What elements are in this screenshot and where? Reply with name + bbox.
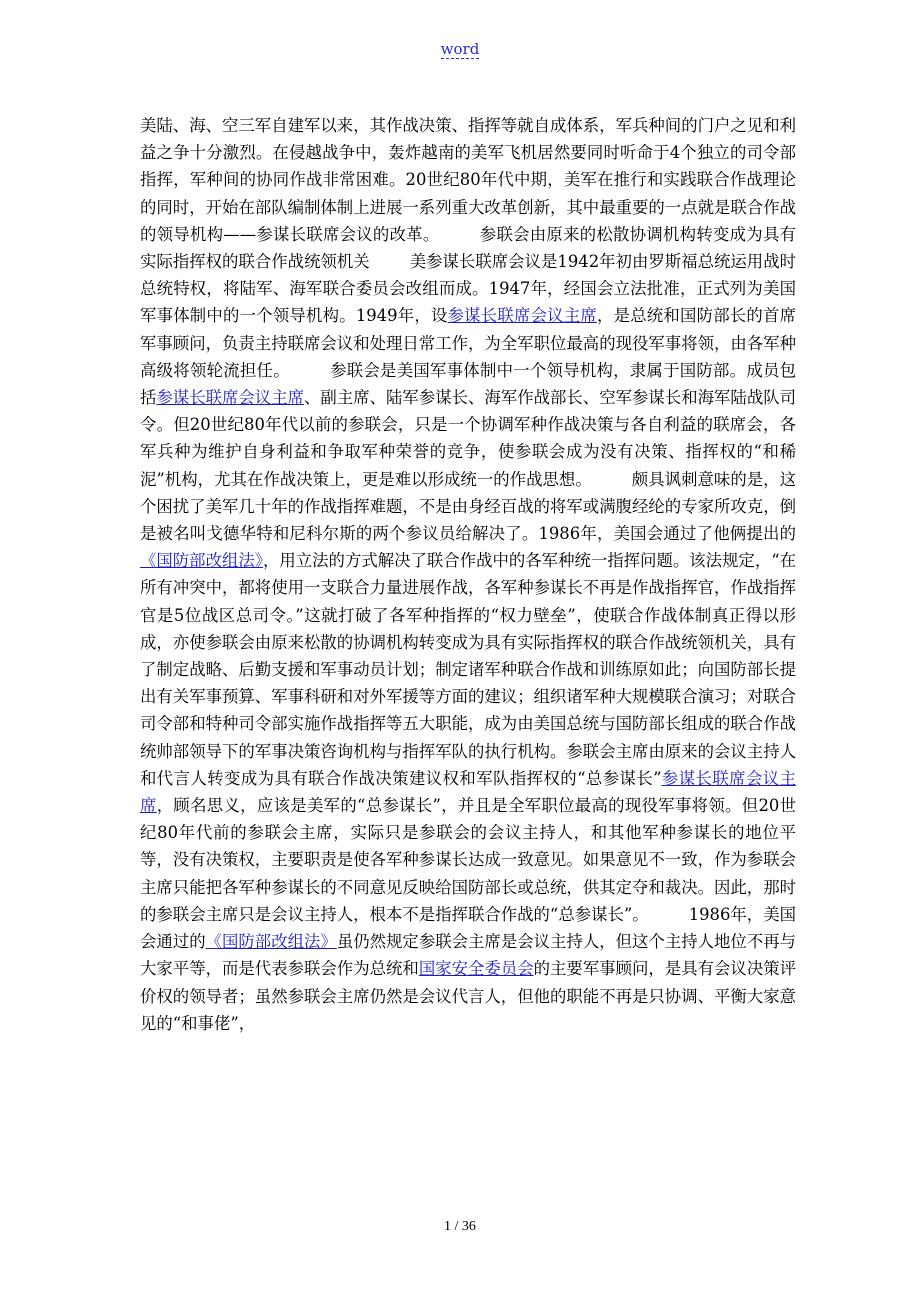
hyperlink[interactable]: 《国防部改组法》 <box>140 551 263 571</box>
hyperlink[interactable]: 《国防部改组法》 <box>205 932 337 952</box>
body-text: ，用立法的方式解决了联合作战中的各军种统一指挥问题。该法规定，“在所有冲突中，都将使用一支联合力量进展作战，各军种参谋长不再是作战指挥官，作战指挥官是5位战区总司令。”这就打破了各军种指挥的“权力壁垒”，使联合作战体制真正得以形成，亦使参联会由原来松散的协调机构转变成为具有实际指挥权的联合作战统领机关，具有了制定战略、后勤支援和军事动员计划；制定诸军种联合作战和训练原如此；向国防部长提出有关军事预算、军事科研和对外军援等方面的建议；组织诸军种大规模联合演习；对联合司令部和特种司令部实施作战指挥等五大职能，成为由美国总统与国防部长组成的联合作战统帅部领导下的军事决策咨询机构与指挥军队的执行机构。参联会主席由原来的会议主持人和代言人转变成为具有联合作战决策建议权和军队指挥权的“总参谋长” <box>140 551 796 788</box>
body-text: ，顾名思义，应该是美军的“总参谋长”，并且是全军职位最高的现役军事将领。但20世纪80年代前的参联会主席，实际只是参联会的会议主持人，和其他军种参谋长的地位平等，没有决策权，主要职责是使各军种参谋长达成一致意见。如果意见不一致，作为参联会主席只能把各军种参谋长的不同意见反映给国防部长或总统，供其定夺和裁决。因此，那时的参联会主席只是会议主持人，根本不是指挥联合作战的“总参谋长”。 <box>140 796 796 924</box>
page-header <box>0 40 920 58</box>
body-text: 参联会是美国军事体制中一个领导机构，隶属于国防部。成员包括 <box>140 360 797 408</box>
body-text: 颇具讽刺意味的是，这个困扰了美军几十年的作战指挥难题，不是由身经百战的将军或满腹经纶的专家所攻克，倒是被名叫戈德华特和尼科尔斯的两个参议员给解决了。1986年，美国会通过了他俩提出的 <box>140 469 796 544</box>
hyperlink[interactable]: 参谋长联席会议主席 <box>140 768 797 816</box>
hyperlink[interactable]: 国家安全委员会 <box>418 959 534 979</box>
body-text: 虽仍然规定参联会主席是会议主持人，但这个主持人地位不再与大家平等，而是代表参联会作为总统和 <box>140 932 797 979</box>
body-text: 美陆、海、空三军自建军以来，其作战决策、指挥等就自成体系，军兵种间的门户之见和利益之争十分激烈。在侵越战争中，轰炸越南的美军飞机居然要同时听命于4个独立的司令部指挥，军种间的协同作战非常困难。20世纪80年代中期，美军在推行和实践联合作战理论的同时，开始在部队编制体制上进展一系列重大改革创新，其中最重要的一点就是联合作战的领导机构——参谋长联席会议的改革。 <box>140 116 796 244</box>
body-text: 参联会由原来的松散协调机构转变成为具有实际指挥权的联合作战统领机关 <box>140 224 797 272</box>
header-word-link[interactable]: word <box>440 40 480 58</box>
hyperlink[interactable]: 参谋长联席会议主席 <box>447 306 597 326</box>
body-text: 的主要军事顾问，是具有会议决策评价权的领导者；虽然参联会主席仍然是会议代言人，但他的职能不再是只协调、平衡大家意见的“和事佬”， <box>140 959 797 1033</box>
hyperlink[interactable]: 参谋长联席会议主席 <box>156 388 305 408</box>
document-body <box>140 112 796 1037</box>
body-text: 美参谋长联席会议是1942年初由罗斯福总统运用战时总统特权，将陆军、海军联合委员会改组而成。1947年，经国会立法批准，正式列为美国军事体制中的一个领导机构。1949年，设 <box>140 252 797 326</box>
body-text: 、副主席、陆军参谋长、海军作战部长、空军参谋长和海军陆战队司令。但20世纪80年代以前的参联会，只是一个协调军种作战决策与各自利益的联席会，各军兵种为维护自身利益和争取军种荣誉的竞争，使参联会成为没有决策、指挥权的“和稀泥”机构，尤其在作战决策上，更是难以形成统一的作战思想。 <box>140 388 797 489</box>
body-text: ，是总统和国防部长的首席军事顾问，负责主持联席会议和处理日常工作，为全军职位最高的现役军事将领，由各军种高级将领轮流担任。 <box>140 306 796 380</box>
body-text: 1986年，美国会通过的 <box>140 904 796 952</box>
page-number: 1 / 36 <box>444 1219 476 1234</box>
